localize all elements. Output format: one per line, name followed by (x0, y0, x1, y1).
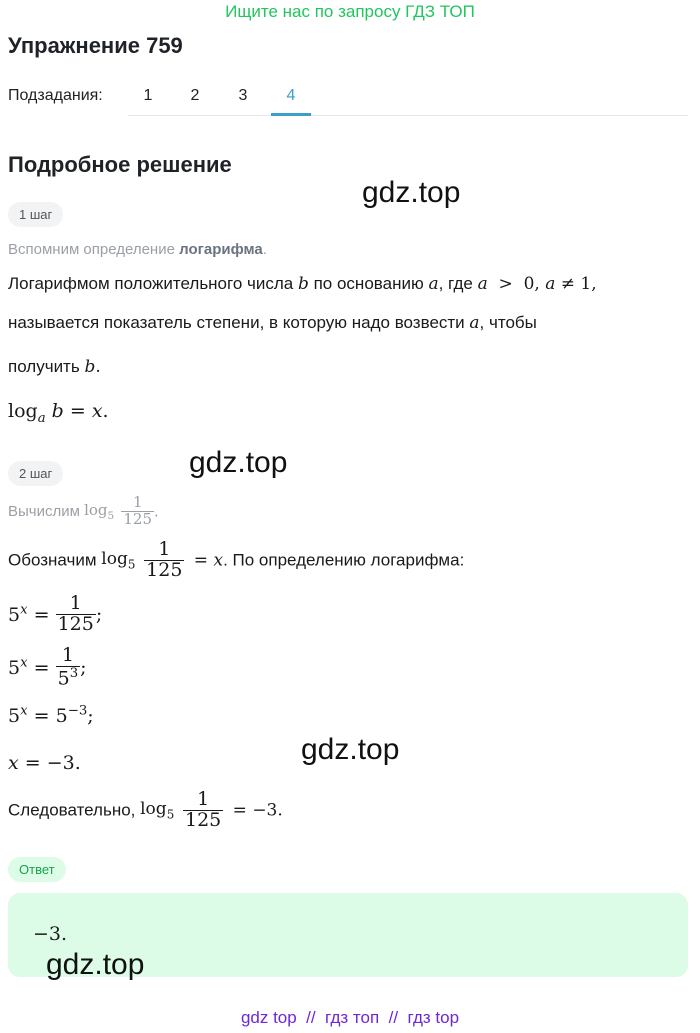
definition-line-2: называется показатель степени, в которую надо возвести a, чтобы (8, 313, 537, 333)
watermark: gdz.top (362, 176, 461, 209)
conclusion-line: Следовательно, $\log_5$ $\frac{1}{125}$ = −3. (8, 788, 283, 831)
definition-line-1: Логарифмом положительного числа b по основанию a, где a > 0, a ≠ 1, (8, 274, 597, 294)
equation-1: $5^x$ = $\frac{1}{125}$ ; (8, 592, 103, 635)
tab-2[interactable]: 2 (190, 87, 200, 104)
watermark: gdz.top (301, 733, 400, 766)
tab-4[interactable]: 4 (286, 87, 296, 104)
step-hint: Вспомним определение логарифма. (8, 241, 267, 258)
step-badge: 1 шаг (8, 202, 63, 227)
answer-value: −3. (33, 923, 68, 945)
equation-3: $5^x = 5^{-3}$; (8, 704, 94, 728)
page-title: Упражнение 759 (8, 33, 183, 58)
section-title: Подробное решение (8, 152, 232, 177)
watermark: gdz.top (46, 948, 145, 981)
equation-4: x = −3. (8, 752, 81, 774)
denote-line: Обозначим $\log_5$ $\frac{1}{125}$ = x. По определению логарифма: (8, 538, 465, 581)
active-tab-indicator (271, 113, 311, 116)
definition-line-3: получить b. (8, 357, 101, 377)
tab-1[interactable]: 1 (143, 87, 153, 104)
watermark: gdz.top (189, 446, 288, 479)
answer-badge: Ответ (8, 857, 66, 882)
tabs-divider (128, 115, 688, 116)
log-formula: $\log_a b = x$. (8, 400, 109, 426)
subtasks-label: Подзадания: (8, 87, 103, 104)
footer-links[interactable]: gdz top // гдз топ // гдз top (240, 1008, 460, 1027)
search-banner: Ищите нас по запросу ГДЗ ТОП (225, 2, 475, 21)
tab-3[interactable]: 3 (238, 87, 248, 104)
step-hint: Вычислим $\log_5$ $\frac{1}{125}$ . (8, 493, 159, 528)
equation-2: $5^x$ = $\frac{1}{5^3}$ ; (8, 644, 87, 690)
step-badge: 2 шаг (8, 461, 63, 486)
